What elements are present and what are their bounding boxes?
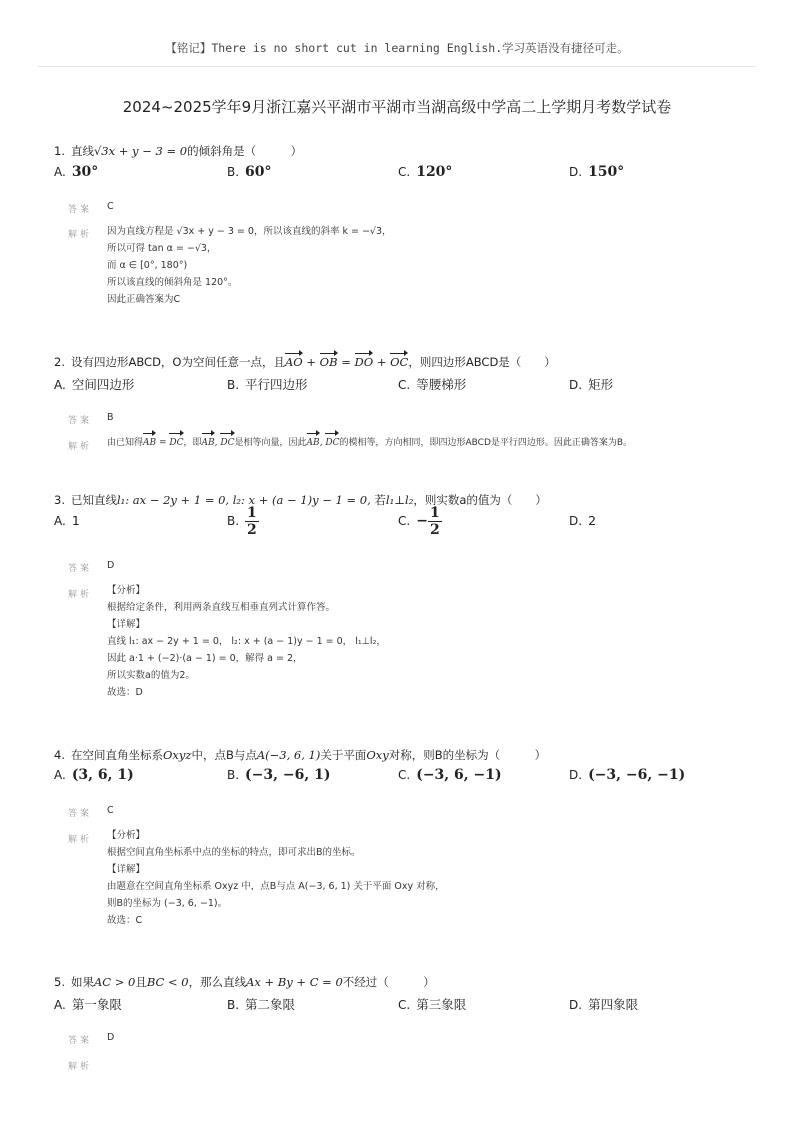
question-number: 2.: [54, 355, 65, 369]
q5-answer: D: [107, 1032, 115, 1043]
q4-option-d[interactable]: D. (−3, −6, −1): [569, 767, 686, 783]
q3-answer: D: [107, 560, 115, 571]
q3-option-b[interactable]: B. $\frac{1}{2}$: [227, 505, 257, 538]
math-expression: l₁: ax − 2y + 1 = 0, l₂: x + (a − 1)y − 1 = 0,: [116, 493, 371, 507]
q2-option-d[interactable]: D. 矩形: [569, 377, 614, 392]
question-number: 4.: [54, 748, 65, 762]
analysis-label: 解析: [68, 442, 93, 452]
question-3-stem: 3. 已知直线l₁: ax − 2y + 1 = 0, l₂: x + (a − 1)y − 1 = 0, 若l₁⊥l₂，则实数a的值为（ ）: [54, 493, 547, 507]
question-number: 5.: [54, 975, 65, 989]
question-4-stem: 4. 在空间直角坐标系Oxyz中，点B与点A(−3, 6, 1)关于平面Oxy对称，则B的坐标为（ ）: [54, 748, 547, 762]
analysis-label: 解析: [68, 1062, 93, 1072]
question-number: 3.: [54, 493, 65, 507]
q1-option-c[interactable]: C. 120°: [398, 164, 453, 180]
q2-option-c[interactable]: C. 等腰梯形: [398, 377, 467, 392]
vector-oc: OC: [390, 355, 409, 369]
q3-option-a[interactable]: A. 1: [54, 513, 80, 528]
q2-option-a[interactable]: A. 空间四边形: [54, 377, 135, 392]
question-1-stem: 1. 直线√3x + y − 3 = 0的倾斜角是（ ）: [54, 144, 303, 158]
question-2-stem: 2. 设有四边形ABCD，O为空间任意一点，且AO + OB = DO + OC，则四边形ABCD是（ ）: [54, 355, 556, 369]
q5-option-d[interactable]: D. 第四象限: [569, 997, 639, 1012]
header-motto: 【铭记】There is no short cut in learning English.学习英语没有捷径可走。: [165, 41, 629, 55]
math-expression: √3x + y − 3 = 0: [93, 144, 188, 158]
question-number: 1.: [54, 144, 65, 158]
q3-option-c[interactable]: C. − $\frac{1}{2}$: [398, 505, 440, 538]
fraction: $\frac{1}{2}$: [247, 505, 257, 538]
fraction: $\frac{1}{2}$: [429, 505, 440, 538]
analysis-label: 解析: [68, 590, 93, 600]
q3-option-d[interactable]: D. 2: [569, 513, 597, 528]
q4-option-b[interactable]: B. (−3, −6, 1): [227, 767, 331, 783]
q1-option-b[interactable]: B. 60°: [227, 164, 272, 180]
page-title: 2024~2025学年9月浙江嘉兴平湖市平湖市当湖高级中学高二上学期月考数学试卷: [122, 98, 672, 116]
q5-option-b[interactable]: B. 第二象限: [227, 997, 296, 1012]
q1-option-a[interactable]: A. 30°: [54, 164, 99, 180]
header-divider: [38, 66, 756, 67]
q4-option-c[interactable]: C. (−3, 6, −1): [398, 767, 502, 783]
q1-option-d[interactable]: D. 150°: [569, 164, 625, 180]
answer-label: 答案: [68, 564, 93, 574]
vector-do: DO: [354, 355, 374, 369]
q1-answer: C: [107, 201, 114, 212]
q2-option-b[interactable]: B. 平行四边形: [227, 377, 308, 392]
answer-label: 答案: [68, 1036, 93, 1046]
q2-answer: B: [107, 412, 114, 423]
q4-answer: C: [107, 805, 114, 816]
q1-analysis: 因为直线方程是 √3x + y − 3 = 0，所以该直线的斜率 k = −√3， 所以可得 tan α = −√3， 而 α ∈ [0°, 180°) 所以该直线的倾斜角是 120°。 因此正确答案为C: [107, 226, 392, 305]
vector-ao: AO: [284, 355, 303, 369]
q2-analysis: 由已知得AB = DC，即AB, DC是相等向量，因此AB, DC的模相等，方向相同，即四边形ABCD是平行四边形。因此正确答案为B。: [107, 435, 632, 452]
analysis-label: 解析: [68, 230, 93, 240]
q3-analysis: 【分析】 根据给定条件，利用两条直线互相垂直列式计算作答。 【详解】 直线 l₁: ax − 2y + 1 = 0， l₂: x + (a − 1)y − 1 = 0， l₁⊥l₂， 因此 a·1 + (−2)·(a − 1) = 0，解得 a = 2， 所以实数a的值为2。 故选：D: [107, 585, 386, 698]
question-5-stem: 5. 如果AC > 0且BC < 0，那么直线Ax + By + C = 0不经过（ ）: [54, 975, 435, 989]
q4-option-a[interactable]: A. (3, 6, 1): [54, 767, 134, 783]
vector-ob: OB: [319, 355, 338, 369]
q4-analysis: 【分析】 根据空间直角坐标系中点的坐标的特点，即可求出B的坐标。 【详解】 由题意在空间直角坐标系 Oxyz 中，点B与点 A(−3, 6, 1) 关于平面 Oxy 对称， 则B的坐标为 (−3, 6, −1)。 故选：C: [107, 830, 445, 926]
answer-label: 答案: [68, 416, 93, 426]
analysis-label: 解析: [68, 835, 93, 845]
answer-label: 答案: [68, 205, 93, 215]
answer-label: 答案: [68, 809, 93, 819]
q5-option-c[interactable]: C. 第三象限: [398, 997, 467, 1012]
q5-option-a[interactable]: A. 第一象限: [54, 997, 122, 1012]
